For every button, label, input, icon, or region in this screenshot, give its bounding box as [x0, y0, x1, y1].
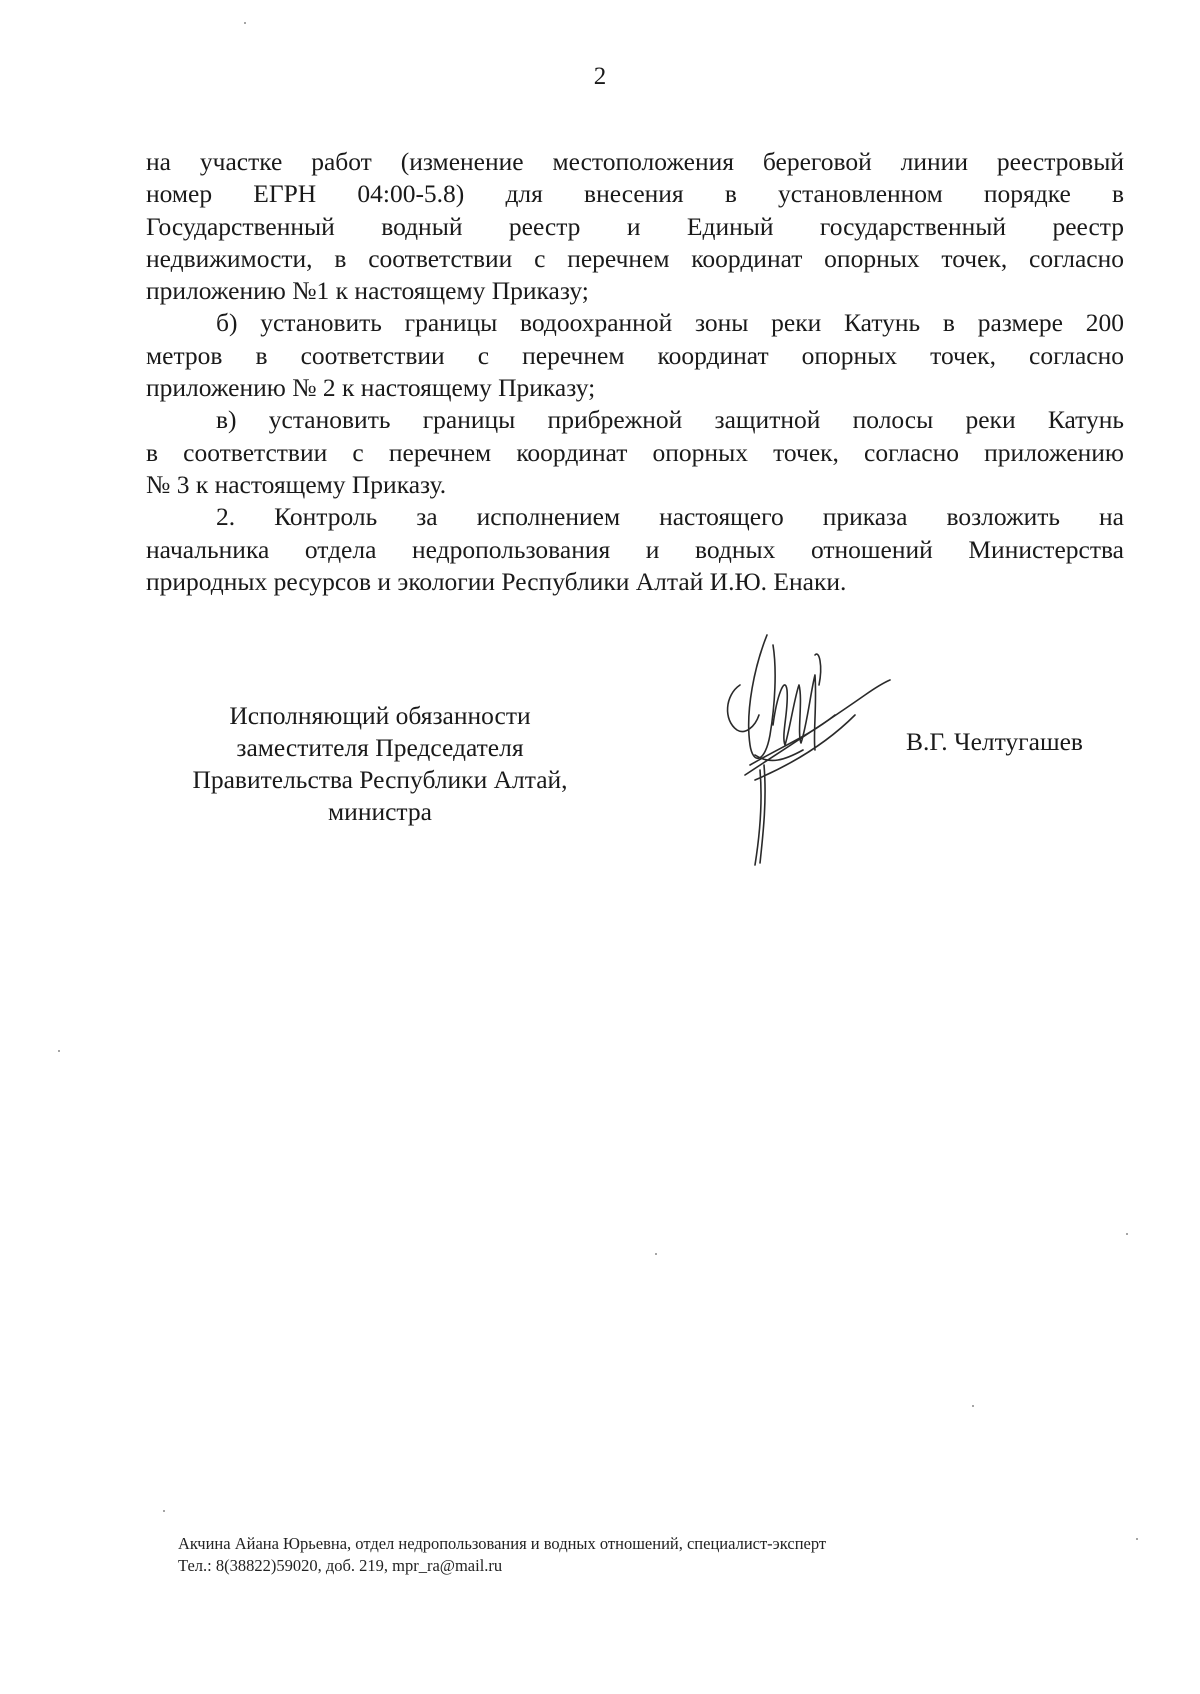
scan-speck: [244, 22, 246, 24]
text-line: в соответствии с перечнем координат опорных точек, согласно приложению: [146, 437, 1124, 467]
page-number: 2: [593, 63, 607, 90]
text-line: приложению №1 к настоящему Приказу;: [146, 276, 589, 306]
text-line: в) установить границы прибрежной защитной полосы реки Катунь: [216, 405, 1124, 435]
text-line: номер ЕГРН 04:00-5.8) для внесения в установленном порядке в: [146, 179, 1124, 209]
paragraph-water-protection-zone: [146, 307, 1124, 404]
scan-speck: [1136, 1538, 1138, 1540]
position-line: Исполняющий обязанности: [229, 701, 531, 730]
text-line: 2. Контроль за исполнением настоящего приказа возложить на: [216, 502, 1124, 532]
text-line: начальника отдела недропользования и водных отношений Министерства: [146, 534, 1124, 564]
order-body: [146, 146, 1124, 598]
signatory-position: [150, 700, 610, 828]
scan-speck: [163, 1510, 165, 1512]
paragraph-shoreline: [146, 146, 1124, 307]
handwritten-signature: [715, 615, 905, 870]
executor-footer: [178, 1533, 826, 1577]
text-line: метров в соответствии с перечнем координат опорных точек, согласно: [146, 340, 1124, 370]
scan-speck: [1126, 1233, 1128, 1235]
position-line: министра: [328, 797, 432, 826]
text-line: недвижимости, в соответствии с перечнем координат опорных точек, согласно: [146, 243, 1124, 273]
text-line: № 3 к настоящему Приказу.: [146, 469, 447, 499]
text-line: б) установить границы водоохранной зоны реки Катунь в размере 200: [216, 308, 1124, 338]
position-line: Правительства Республики Алтай,: [192, 765, 568, 794]
position-line: заместителя Председателя: [236, 733, 524, 762]
text-line: на участке работ (изменение местоположения береговой линии реестровый: [146, 147, 1124, 176]
text-line: природных ресурсов и экологии Республики Алтай И.Ю. Енаки.: [146, 566, 847, 596]
text-line: Государственный водный реестр и Единый государственный реестр: [146, 211, 1124, 241]
scan-speck: [655, 1253, 657, 1255]
signer-name: В.Г. Челтугашев: [906, 727, 1083, 756]
contacts-line: Тел.: 8(38822)59020, доб. 219, mpr_ra@mail.ru: [178, 1556, 503, 1575]
scan-speck: [58, 1050, 60, 1052]
paragraph-coastal-protective-strip: [146, 404, 1124, 501]
paragraph-control: [146, 501, 1124, 598]
scan-speck: [972, 1405, 974, 1407]
executor-line: Акчина Айана Юрьевна, отдел недропользования и водных отношений, специалист-эксперт: [178, 1534, 827, 1553]
text-line: приложению № 2 к настоящему Приказу;: [146, 373, 596, 403]
